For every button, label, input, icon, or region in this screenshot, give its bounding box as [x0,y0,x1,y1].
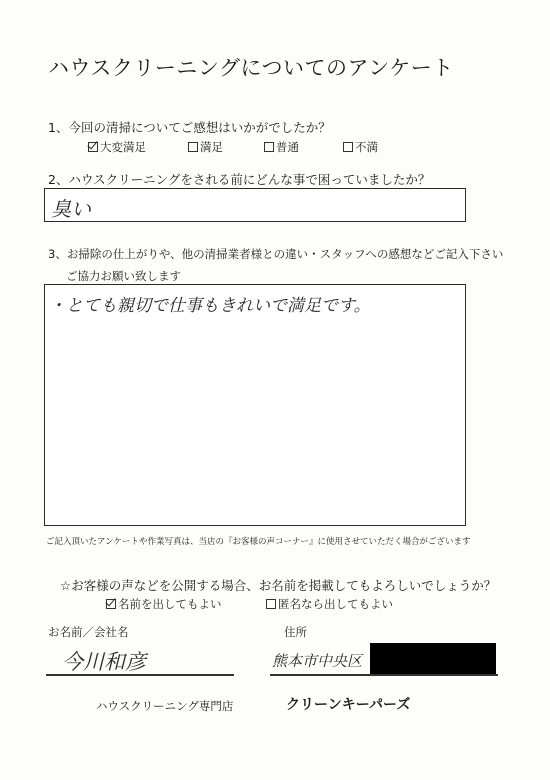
address-underline [270,674,498,676]
question-1: 1、今回の清掃についてご感想はいかがでしたか？ [48,120,331,135]
q1-option-unsatisfied[interactable]: 不満 [343,139,378,155]
checkbox-icon [266,599,276,609]
question-3: 3、お掃除の仕上がりや、他の清掃業者様との違い・スタッフへの感想などご記入下さい [48,247,504,261]
q2-answer-box[interactable] [44,188,466,222]
address-label: 住所 [284,625,307,639]
question-2: 2、ハウスクリーニングをされる前にどんな事で困っていましたか？ [48,172,431,187]
q1-option-very-satisfied[interactable]: 大変満足 [88,139,146,155]
publish-question: ☆お客様の声などを公開する場合、お名前を掲載してもよろしいでしょうか？ [60,578,497,593]
name-underline [46,674,234,676]
name-label: お名前／会社名 [48,625,129,639]
shop-name-logo: クリーンキーパーズ [286,697,411,713]
address-handwritten-value[interactable]: 熊本市中央区 [272,652,363,670]
checkbox-icon [264,142,274,152]
checkbox-icon [343,142,353,152]
publish-option-name-ok[interactable]: 名前を出してもよい [106,596,222,612]
name-handwritten-value[interactable]: 今川和彦 [62,650,146,674]
q3-handwritten-answer: ・とても親切で仕事もきれいで満足です。 [49,296,371,316]
q3-answer-box[interactable] [44,284,466,526]
q1-option-satisfied[interactable]: 満足 [188,139,223,155]
checked-checkbox-icon [88,142,98,152]
publication-notice: ご記入頂いたアンケートや作業写真は、当店の『お客様の声コーナー』に使用させていただく場合がございます [46,537,471,547]
q2-handwritten-answer: 臭い [51,197,91,221]
page-title: ハウスクリーニングについてのアンケート [48,56,454,80]
redaction-block [370,643,496,676]
publish-option-anonymous-ok[interactable]: 匿名なら出してもよい [266,596,393,612]
shop-type: ハウスクリーニング専門店 [96,699,234,713]
question-3-subtext: ご協力お願い致します [66,269,181,283]
checked-checkbox-icon [106,599,116,609]
q1-option-normal[interactable]: 普通 [264,139,299,155]
checkbox-icon [188,142,198,152]
